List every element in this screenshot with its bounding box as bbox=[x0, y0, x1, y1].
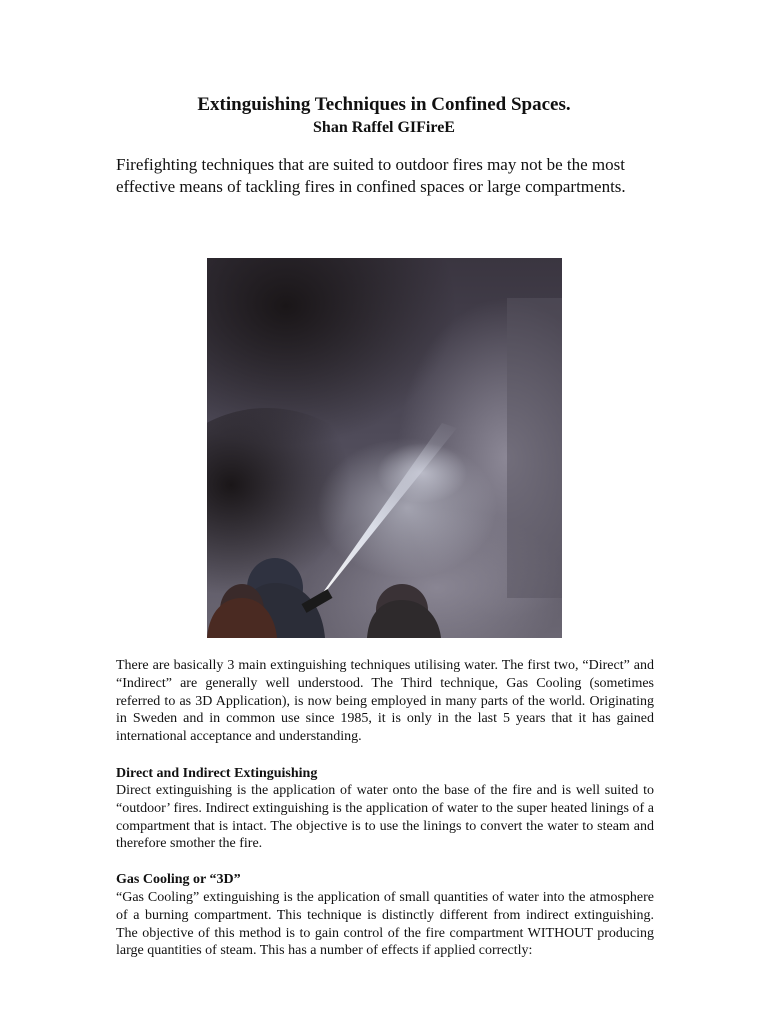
heading-direct-indirect: Direct and Indirect Extinguishing bbox=[116, 766, 318, 781]
paragraph-techniques-overview: There are basically 3 main extinguishing techniques utilising water. The first two, “Direct” and “Indirect” are generally well understood. The Third technique, Gas Cooling (sometimes referred to as 3D Application), is now being employed in many parts of the world. Originating in Sweden and in common use since 1985, it is only in the last 5 years that it has gained international acceptance and understanding. bbox=[116, 658, 654, 745]
heading-gas-cooling: Gas Cooling or “3D” bbox=[116, 872, 241, 887]
paragraph-direct-indirect: Direct extinguishing is the application of water onto the base of the fire and is well suited to “outdoor’ fires. Indirect extinguishing is the application of water to the super heated linings of a compartment that is intact. The objective is to use the linings to convert the water to steam and therefore smother the fire. bbox=[116, 783, 654, 852]
intro-paragraph: Firefighting techniques that are suited to outdoor fires may not be the most effective means of tackling fires in confined spaces or large compartments. bbox=[116, 155, 626, 196]
document-author: Shan Raffel GIFireE bbox=[313, 119, 455, 136]
document-title: Extinguishing Techniques in Confined Spaces. bbox=[197, 94, 571, 115]
paragraph-gas-cooling: “Gas Cooling” extinguishing is the application of small quantities of water into the atmosphere of a burning compartment. This technique is distinctly different from indirect extinguishing. The objective of this method is to gain control of the fire compartment WITHOUT producing large quantities of steam. This has a number of effects if applied correctly: bbox=[116, 890, 654, 959]
firefighters-photo bbox=[207, 258, 562, 638]
